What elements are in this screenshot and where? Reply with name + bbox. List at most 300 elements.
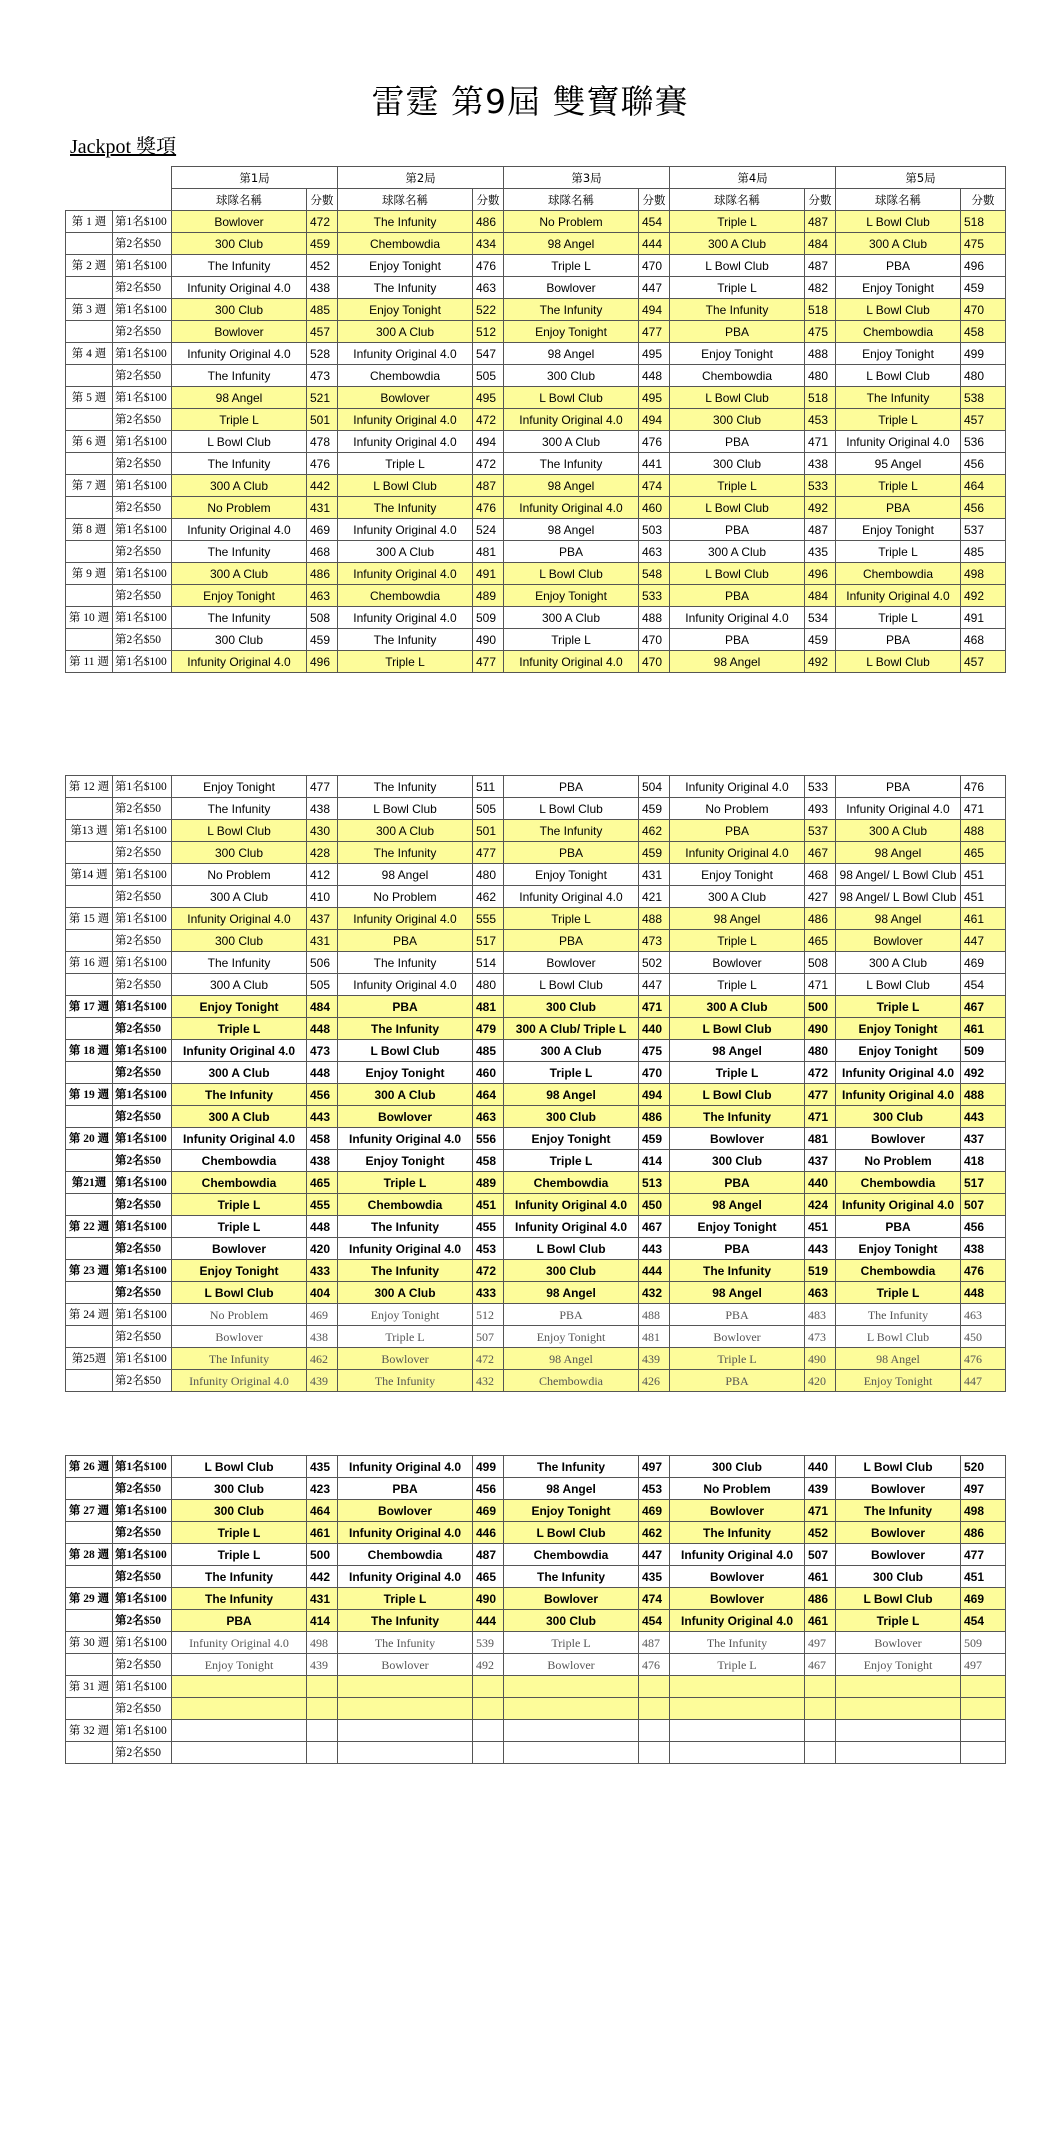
score-cell: 468 [805,864,836,886]
team-name-cell: L Bowl Club [836,365,961,387]
score-cell: 444 [473,1610,504,1632]
score-cell: 556 [473,1128,504,1150]
team-name-cell: Infunity Original 4.0 [836,798,961,820]
score-cell: 489 [473,1172,504,1194]
team-name-cell: Infunity Original 4.0 [836,585,961,607]
team-name-cell: The Infunity [172,952,307,974]
score-cell: 494 [639,1084,670,1106]
table-row [66,930,1006,952]
score-cell: 494 [473,431,504,453]
score-cell: 454 [639,211,670,233]
team-name-cell: The Infunity [836,1500,961,1522]
score-cell: 495 [639,387,670,409]
team-name-cell: Bowlover [172,1326,307,1348]
team-name-cell: PBA [338,930,473,952]
team-name-cell: Bowlover [504,1654,639,1676]
team-name-cell: 98 Angel [504,1348,639,1370]
score-cell: 521 [307,387,338,409]
score-cell: 459 [805,629,836,651]
team-name-cell: No Problem [172,497,307,519]
team-name-cell: Triple L [670,974,805,996]
table-row [66,1742,1006,1764]
table-row [66,233,1006,255]
score-cell: 488 [961,820,1006,842]
team-name-cell: Bowlover [172,321,307,343]
table-row [66,1040,1006,1062]
score-cell: 462 [639,820,670,842]
week-cell: 第 27 週 [66,1500,113,1522]
team-name-cell: The Infunity [836,387,961,409]
score-cell: 463 [473,1106,504,1128]
team-name-cell: Infunity Original 4.0 [338,908,473,930]
prize-cell: 第2名$50 [113,365,172,387]
score-cell [961,1720,1006,1742]
team-name-cell: Enjoy Tonight [338,1150,473,1172]
table-row [66,585,1006,607]
week-cell [66,1522,113,1544]
score-cell: 447 [639,974,670,996]
team-name-cell [504,1742,639,1764]
table-row [66,541,1006,563]
score-cell: 477 [473,651,504,673]
team-name-cell: The Infunity [338,1610,473,1632]
week-cell [66,321,113,343]
team-name-cell: Triple L [504,908,639,930]
score-cell: 423 [307,1478,338,1500]
team-name-cell: Enjoy Tonight [172,585,307,607]
score-cell: 451 [961,886,1006,908]
table-row [66,1588,1006,1610]
score-cell: 500 [805,996,836,1018]
table-row [66,563,1006,585]
team-name-cell: 98 Angel/ L Bowl Club [836,864,961,886]
score-cell: 441 [639,453,670,475]
team-name-cell: Triple L [670,930,805,952]
prize-cell: 第2名$50 [113,974,172,996]
prize-cell: 第2名$50 [113,497,172,519]
week-cell: 第 28 週 [66,1544,113,1566]
score-cell: 438 [307,1150,338,1172]
team-name-cell [836,1742,961,1764]
team-name-cell: L Bowl Club [338,798,473,820]
score-cell: 439 [307,1654,338,1676]
team-name-cell [670,1720,805,1742]
score-cell: 472 [307,211,338,233]
team-name-cell: Bowlover [338,1654,473,1676]
score-cell: 471 [805,1500,836,1522]
score-cell: 448 [307,1062,338,1084]
week-cell: 第 6 週 [66,431,113,453]
score-cell: 471 [805,431,836,453]
team-name-cell [172,1742,307,1764]
prize-cell: 第2名$50 [113,886,172,908]
table-row [66,996,1006,1018]
team-name-cell: The Infunity [172,798,307,820]
score-cell: 493 [805,798,836,820]
score-cell: 470 [639,629,670,651]
team-name-cell: Enjoy Tonight [836,1370,961,1392]
team-name-cell: Infunity Original 4.0 [504,886,639,908]
score-cell: 461 [307,1522,338,1544]
team-name-cell: Bowlover [504,277,639,299]
team-name-cell: Triple L [836,1610,961,1632]
score-cell: 463 [307,585,338,607]
score-cell: 517 [961,1172,1006,1194]
prize-cell: 第1名$100 [113,607,172,629]
score-cell: 438 [961,1238,1006,1260]
team-name-cell: PBA [670,321,805,343]
score-cell: 533 [639,585,670,607]
table-row [66,1194,1006,1216]
team-name-cell: 300 A Club [172,886,307,908]
score-cell: 512 [473,321,504,343]
score-column-header: 分數 [639,189,670,211]
score-cell: 496 [307,651,338,673]
score-cell: 506 [307,952,338,974]
week-cell [66,1238,113,1260]
score-cell: 485 [473,1040,504,1062]
team-name-cell: Chembowdia [172,1150,307,1172]
week-cell: 第 20 週 [66,1128,113,1150]
team-name-cell: 300 A Club [504,1040,639,1062]
team-name-cell: Chembowdia [836,1260,961,1282]
score-cell: 459 [639,1128,670,1150]
week-cell [66,1742,113,1764]
score-cell: 444 [639,1260,670,1282]
score-cell [639,1742,670,1764]
team-name-cell: 300 A Club [172,563,307,585]
team-name-cell: Enjoy Tonight [504,864,639,886]
score-cell: 473 [307,1040,338,1062]
score-cell: 472 [805,1062,836,1084]
team-name-cell: Infunity Original 4.0 [670,1610,805,1632]
score-cell: 533 [805,475,836,497]
score-cell: 464 [473,1084,504,1106]
week-cell [66,1150,113,1172]
score-cell: 498 [961,563,1006,585]
table-row [66,343,1006,365]
table-row [66,475,1006,497]
score-cell: 507 [473,1326,504,1348]
team-name-cell: Infunity Original 4.0 [338,1128,473,1150]
team-name-cell: PBA [670,519,805,541]
week-cell [66,409,113,431]
game-header-2: 第2局 [338,167,504,189]
team-name-cell: Infunity Original 4.0 [338,1238,473,1260]
score-cell: 469 [961,1588,1006,1610]
team-name-cell: Triple L [172,1216,307,1238]
team-name-cell: 98 Angel [504,1478,639,1500]
prize-cell: 第1名$100 [113,1588,172,1610]
table-row [66,776,1006,798]
jackpot-subtitle: Jackpot 獎項 [70,136,177,158]
team-name-cell: Triple L [338,1326,473,1348]
score-cell: 424 [805,1194,836,1216]
team-name-cell: Infunity Original 4.0 [670,607,805,629]
team-name-cell: The Infunity [338,497,473,519]
score-cell [473,1698,504,1720]
score-cell: 460 [473,1062,504,1084]
team-name-cell: 300 Club [670,453,805,475]
prize-cell: 第2名$50 [113,1370,172,1392]
score-cell: 518 [961,211,1006,233]
score-cell: 459 [961,277,1006,299]
score-cell: 491 [473,563,504,585]
prize-cell: 第1名$100 [113,519,172,541]
prize-cell: 第1名$100 [113,1676,172,1698]
score-cell: 459 [307,629,338,651]
team-name-cell: No Problem [670,798,805,820]
score-cell: 457 [961,651,1006,673]
prize-cell: 第2名$50 [113,1654,172,1676]
score-cell: 471 [639,996,670,1018]
score-cell: 412 [307,864,338,886]
team-name-cell: PBA [504,842,639,864]
score-cell: 517 [473,930,504,952]
week-cell [66,1610,113,1632]
week-cell [66,585,113,607]
team-name-cell: Triple L [172,1522,307,1544]
team-name-cell: Triple L [836,607,961,629]
team-name-cell: L Bowl Club [338,1040,473,1062]
team-name-cell: Bowlover [172,1238,307,1260]
team-name-cell: No Problem [338,886,473,908]
team-name-cell: Triple L [504,1062,639,1084]
score-cell: 467 [805,1654,836,1676]
team-name-cell: PBA [504,1304,639,1326]
score-cell: 470 [639,255,670,277]
score-cell: 479 [473,1018,504,1040]
team-name-cell: The Infunity [172,1348,307,1370]
prize-cell: 第2名$50 [113,1106,172,1128]
table-row [66,1304,1006,1326]
score-cell: 440 [639,1018,670,1040]
prize-cell: 第1名$100 [113,952,172,974]
score-cell: 431 [307,1588,338,1610]
team-name-cell: The Infunity [338,952,473,974]
week-cell [66,1654,113,1676]
score-cell: 456 [961,1216,1006,1238]
jackpot-table-weeks-1-11 [65,166,1006,673]
score-cell: 467 [639,1216,670,1238]
team-name-cell: L Bowl Club [836,299,961,321]
score-cell: 458 [307,1128,338,1150]
team-name-cell [172,1676,307,1698]
team-name-cell: Chembowdia [338,1194,473,1216]
score-cell: 497 [639,1456,670,1478]
score-cell: 427 [805,886,836,908]
table-row [66,365,1006,387]
team-name-cell: Chembowdia [670,365,805,387]
team-name-cell: L Bowl Club [504,1238,639,1260]
team-name-cell: Triple L [338,1172,473,1194]
week-cell [66,1282,113,1304]
score-cell: 439 [805,1478,836,1500]
score-cell: 490 [473,629,504,651]
week-cell: 第 16 週 [66,952,113,974]
team-name-cell: Enjoy Tonight [504,585,639,607]
team-name-cell [338,1720,473,1742]
prize-cell: 第2名$50 [113,1478,172,1500]
score-cell: 467 [961,996,1006,1018]
score-cell: 438 [307,277,338,299]
team-name-cell: Triple L [670,1062,805,1084]
team-name-cell: The Infunity [172,1588,307,1610]
team-name-cell: PBA [670,1238,805,1260]
prize-cell: 第2名$50 [113,1062,172,1084]
team-name-cell: L Bowl Club [504,387,639,409]
score-cell [805,1742,836,1764]
team-name-cell: Infunity Original 4.0 [172,343,307,365]
table-row [66,1216,1006,1238]
team-name-cell: Infunity Original 4.0 [338,974,473,996]
score-cell: 500 [307,1544,338,1566]
score-cell: 461 [805,1610,836,1632]
score-cell: 433 [473,1282,504,1304]
score-cell [961,1676,1006,1698]
team-name-cell: 300 Club [172,930,307,952]
header-blank [66,189,113,211]
score-cell: 507 [961,1194,1006,1216]
score-cell: 447 [639,1544,670,1566]
team-name-cell: PBA [836,255,961,277]
score-cell: 491 [961,607,1006,629]
score-cell: 477 [805,1084,836,1106]
table-row [66,1018,1006,1040]
team-name-cell: 98 Angel [670,1194,805,1216]
score-cell: 492 [805,651,836,673]
score-cell: 463 [473,277,504,299]
table-row [66,1478,1006,1500]
team-name-cell: 300 A Club [172,1106,307,1128]
team-name-cell: PBA [504,776,639,798]
table-row [66,387,1006,409]
score-cell: 477 [961,1544,1006,1566]
week-cell [66,930,113,952]
team-name-cell: 300 A Club [670,541,805,563]
team-name-cell: 300 A Club [338,1084,473,1106]
team-name-cell: L Bowl Club [172,431,307,453]
score-cell: 476 [961,1348,1006,1370]
prize-cell: 第2名$50 [113,842,172,864]
score-cell: 458 [961,321,1006,343]
score-cell: 439 [639,1348,670,1370]
team-name-cell: L Bowl Club [172,1456,307,1478]
team-name-cell: 300 Club [172,629,307,651]
team-name-cell: Bowlover [670,1326,805,1348]
team-name-cell [338,1676,473,1698]
score-cell: 462 [639,1522,670,1544]
prize-cell: 第1名$100 [113,475,172,497]
score-cell: 468 [307,541,338,563]
score-cell: 498 [961,1500,1006,1522]
score-cell: 501 [473,820,504,842]
week-cell [66,974,113,996]
table-row [66,1456,1006,1478]
team-name-cell [504,1676,639,1698]
score-cell: 469 [307,1304,338,1326]
prize-cell: 第2名$50 [113,1282,172,1304]
score-cell [473,1742,504,1764]
score-cell: 463 [805,1282,836,1304]
team-name-cell: L Bowl Club [338,475,473,497]
team-name-cell: L Bowl Club [670,1084,805,1106]
score-cell: 430 [307,820,338,842]
week-cell [66,1566,113,1588]
team-name-cell: Bowlover [504,952,639,974]
table-row [66,629,1006,651]
prize-cell: 第2名$50 [113,1566,172,1588]
prize-cell: 第2名$50 [113,629,172,651]
week-cell: 第14 週 [66,864,113,886]
team-name-cell: Chembowdia [338,585,473,607]
prize-cell: 第1名$100 [113,864,172,886]
team-name-cell: Bowlover [338,1348,473,1370]
score-cell [473,1720,504,1742]
score-cell: 472 [473,409,504,431]
week-cell: 第 9 週 [66,563,113,585]
score-cell: 502 [639,952,670,974]
score-cell [805,1698,836,1720]
score-cell: 497 [961,1654,1006,1676]
team-name-cell: The Infunity [670,299,805,321]
score-cell: 536 [961,431,1006,453]
score-cell: 492 [961,1062,1006,1084]
score-cell: 410 [307,886,338,908]
score-cell: 454 [961,1610,1006,1632]
score-cell: 484 [805,585,836,607]
team-name-cell: 98 Angel [504,1084,639,1106]
table-row [66,1172,1006,1194]
team-name-cell [504,1698,639,1720]
team-name-cell: 300 Club [172,1500,307,1522]
week-cell: 第 29 週 [66,1588,113,1610]
team-name-cell: Triple L [836,996,961,1018]
team-name-cell: Infunity Original 4.0 [504,497,639,519]
team-name-cell: Triple L [172,1018,307,1040]
score-cell: 471 [805,1106,836,1128]
score-cell: 494 [639,409,670,431]
score-cell: 496 [805,563,836,585]
week-cell [66,453,113,475]
team-name-cell: L Bowl Club [836,1456,961,1478]
team-name-cell: 98 Angel [172,387,307,409]
team-name-cell [836,1676,961,1698]
team-name-cell: 300 A Club [836,952,961,974]
score-cell: 448 [961,1282,1006,1304]
score-cell: 451 [473,1194,504,1216]
table-row [66,607,1006,629]
week-cell: 第 23 週 [66,1260,113,1282]
game-header-5: 第5局 [836,167,1006,189]
team-name-cell: 98 Angel [836,908,961,930]
score-cell: 488 [639,908,670,930]
score-cell: 458 [473,1150,504,1172]
team-name-cell: Triple L [670,1654,805,1676]
score-cell: 454 [639,1610,670,1632]
team-name-cell: Bowlover [836,1544,961,1566]
score-cell: 492 [961,585,1006,607]
score-cell: 496 [961,255,1006,277]
table-row [66,1326,1006,1348]
week-cell: 第 11 週 [66,651,113,673]
score-cell [961,1698,1006,1720]
score-cell [307,1720,338,1742]
score-cell: 512 [473,1304,504,1326]
team-name-cell: 300 Club [670,409,805,431]
team-name-cell: L Bowl Club [504,563,639,585]
prize-cell: 第1名$100 [113,1040,172,1062]
